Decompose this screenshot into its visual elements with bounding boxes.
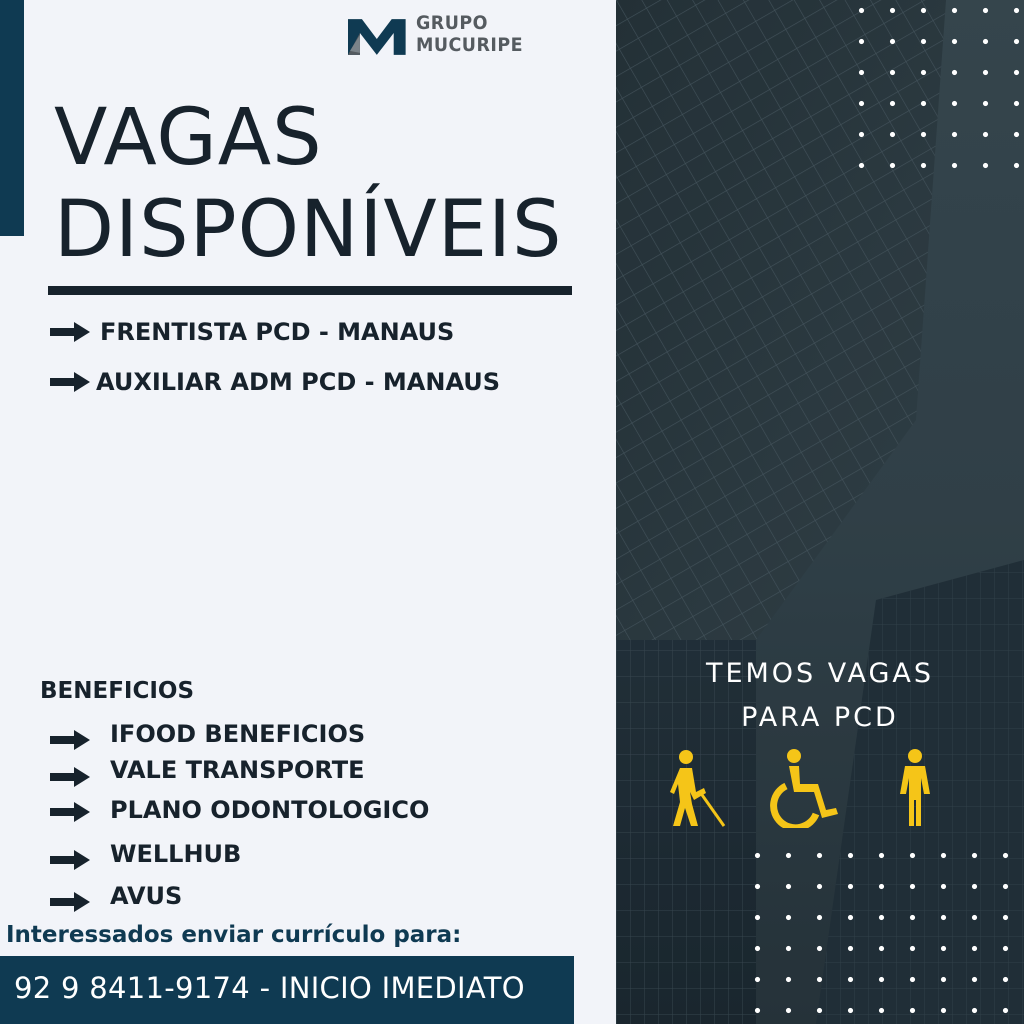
benefit-item: [50, 880, 182, 912]
arrow-right-icon: [50, 892, 90, 912]
wheelchair-icon: [770, 748, 844, 828]
benefit-item: [50, 796, 429, 824]
dot-pattern-bottom: [736, 840, 1024, 1024]
arrow-right-icon: [50, 730, 90, 750]
arrow-right-icon: [50, 372, 90, 392]
logo-text: GRUPO MUCURIPE: [415, 12, 523, 56]
job-item: [50, 318, 454, 346]
standing-person-icon: [898, 748, 932, 828]
benefit-item: [50, 838, 241, 870]
arrow-right-icon: [50, 767, 90, 787]
dot-pattern-top: [846, 0, 1024, 186]
blind-person-icon: [670, 748, 728, 828]
job-label: AUXILIAR ADM PCD - MANAUS: [96, 368, 501, 396]
benefit-label: VALE TRANSPORTE: [110, 756, 365, 784]
benefit-label: PLANO ODONTOLOGICO: [110, 796, 430, 824]
benefit-label: IFOOD BENEFICIOS: [110, 720, 366, 748]
accent-bar: [0, 0, 24, 236]
pcd-heading-line-2: PARA PCD: [741, 702, 899, 733]
benefit-label: AVUS: [110, 882, 183, 910]
arrow-right-icon: [50, 802, 90, 822]
job-item: [50, 368, 500, 396]
arrow-right-icon: [50, 850, 90, 870]
m-logo-icon: [348, 13, 406, 55]
title-divider: [48, 286, 572, 295]
page-title: [54, 92, 563, 276]
contact-bar: [0, 956, 574, 1024]
benefit-item: [50, 718, 365, 750]
cta-text: Interessados enviar currículo para:: [6, 922, 462, 948]
title-line-1: VAGAS: [54, 93, 323, 183]
arrow-right-icon: [50, 322, 90, 342]
benefit-item: [50, 753, 365, 787]
contact-text: 92 9 8411-9174 - INICIO IMEDIATO: [14, 971, 525, 1005]
benefits-heading: BENEFICIOS: [40, 678, 195, 704]
title-line-2: DISPONÍVEIS: [54, 185, 563, 275]
building-photo-panel: [616, 0, 1024, 1024]
pcd-heading-line-1: TEMOS VAGAS: [705, 658, 935, 689]
company-logo: [348, 12, 616, 56]
benefit-label: WELLHUB: [110, 840, 242, 868]
job-label: FRENTISTA PCD - MANAUS: [100, 318, 455, 346]
